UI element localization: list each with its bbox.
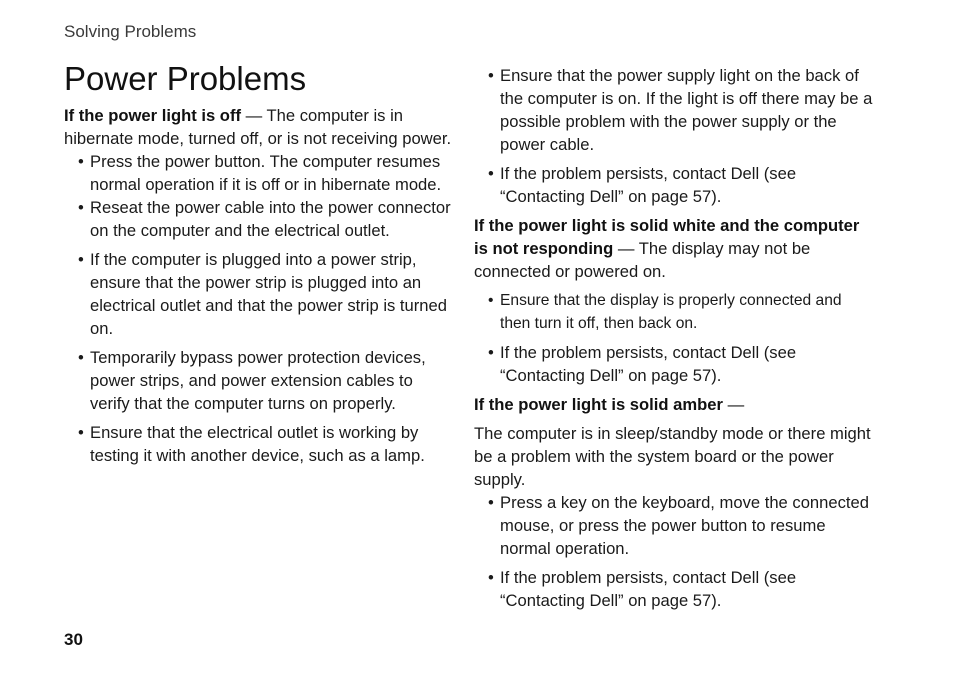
solid-amber-description: The computer is in sleep/standby mode or there might be a problem with the system board or the power supply. [474,424,871,489]
list-item [474,566,874,612]
list-item-text: Ensure that the electrical outlet is working by testing it with another device, such as a lamp. [90,423,425,465]
list-item-text: Ensure that the power supply light on the back of the computer is on. If the light is off there may be a possible problem with the power supply or the power cable. [500,66,873,154]
power-off-bullet-list [64,150,454,467]
list-item [474,64,874,156]
bullet-icon: • [488,493,494,512]
list-item-text: Temporarily bypass power protection devices, power strips, and power extension cables to verify that the computer turns on properly. [90,348,426,413]
bullet-icon: • [488,164,494,183]
list-item [474,289,874,335]
list-item [474,162,874,208]
solid-white-description: The display may not be connected or powered on. [474,239,811,281]
bullet-icon: • [78,152,84,171]
solid-amber-bullet-list [474,491,874,612]
list-item [474,491,874,560]
bullet-icon: • [78,198,84,217]
section-label: Solving Problems [64,22,197,41]
right-column [474,64,874,612]
list-item [474,341,874,387]
list-item-text: If the problem persists, contact Dell (see “Contacting Dell” on page 57). [500,343,797,385]
list-item-text: Press a key on the keyboard, move the connected mouse, or press the power button to resume normal operation. [500,493,869,558]
power-supply-bullet-list [474,64,874,208]
list-item-text: If the problem persists, contact Dell (see “Contacting Dell” on page 57). [500,568,797,610]
left-column [64,104,454,467]
bullet-icon: • [488,292,494,309]
bullet-icon: • [488,66,494,85]
power-off-intro [64,104,454,150]
solid-amber-heading: If the power light is solid amber [474,395,723,414]
page-number: 30 [64,630,83,649]
power-off-description: The computer is in hibernate mode, turned off, or is not receiving power. [64,106,452,148]
list-item [64,150,454,196]
power-off-heading: If the power light is off [64,106,241,125]
bullet-icon: • [78,423,84,442]
list-item-text: Reseat the power cable into the power connector on the computer and the electrical outlet. [90,198,451,240]
list-item-text: Press the power button. The computer resumes normal operation if it is off or in hibernate mode. [90,152,442,194]
list-item [64,196,454,242]
bullet-icon: • [78,250,84,269]
dash: — [722,395,745,414]
solid-white-bullet-list [474,289,874,387]
solid-amber-intro [474,393,874,416]
dash: — [241,106,267,125]
solid-white-heading: If the power light is solid white and the computer is not responding [474,216,860,258]
bullet-icon: • [78,348,84,367]
list-item [64,248,454,340]
list-item-text: Ensure that the display is properly connected and then turn it off, then back on. [500,292,842,332]
bullet-icon: • [488,343,494,362]
list-item-text: If the computer is plugged into a power strip, ensure that the power strip is plugged into an electrical outlet and that the power strip is turned on. [90,250,447,338]
bullet-icon: • [488,568,494,587]
list-item-text: If the problem persists, contact Dell (see “Contacting Dell” on page 57). [500,164,797,206]
solid-white-intro [474,214,874,283]
dash: — [613,239,639,258]
list-item [64,421,454,467]
page-title: Power Problems [64,60,307,97]
list-item [64,346,454,415]
